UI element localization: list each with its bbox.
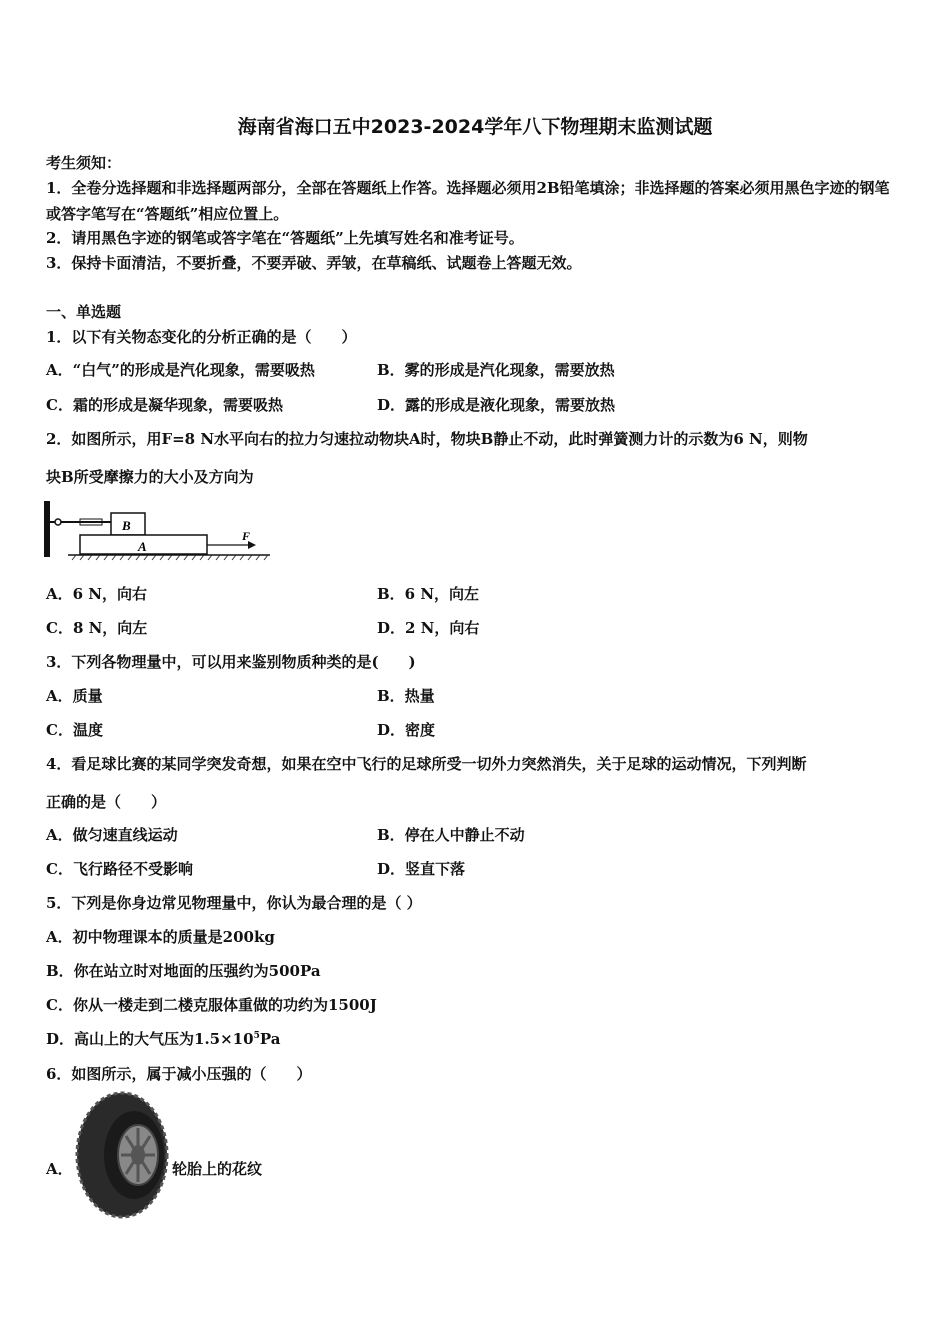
q4-option-a: A．做匀速直线运动 [46,826,178,844]
q2-option-b: B．6 N，向左 [377,585,480,603]
q1-option-a: A．“白气”的形成是汽化现象，需要吸热 [46,361,315,379]
q1-option-b: B．雾的形成是汽化现象，需要放热 [377,361,615,379]
notice-item-1: 1．全卷分选择题和非选择题两部分，全部在答题纸上作答。选择题必须用2B铅笔填涂；非选择题的答案必须用黑色字迹的钢笔或答字笔写在“答题纸”相应位置上。 [46,179,890,223]
q2-option-a: A．6 N，向右 [46,585,148,603]
force-label: F [242,529,251,543]
q6-stem: 6．如图所示，属于减小压强的（ ） [46,1065,312,1083]
q5-option-b: B．你在站立时对地面的压强约为500Pa [46,962,321,980]
q5-option-a: A．初中物理课本的质量是200kg [46,928,275,946]
q6-option-a-text: 轮胎上的花纹 [172,1160,263,1178]
q4-option-c: C．飞行路径不受影响 [46,860,193,878]
q4-stem-line1: 4．看足球比赛的某同学突发奇想，如果在空中飞行的足球所受一切外力突然消失，关于足球的运动情况，下列判断 [46,755,807,773]
q1-stem: 1．以下有关物态变化的分析正确的是（ ） [46,328,357,346]
q3-option-d: D．密度 [377,721,436,739]
q3-option-b: B．热量 [377,687,435,705]
block-b-label: B [122,518,131,533]
q2-option-d: D．2 N，向右 [377,619,480,637]
notice-item-2: 2．请用黑色字迹的钢笔或答字笔在“答题纸”上先填写姓名和准考证号。 [46,229,524,247]
q2-stem-line1: 2．如图所示，用F=8 N水平向右的拉力匀速拉动物块A时，物块B静止不动，此时弹簧测力计的示数为6 N，则物 [46,430,808,448]
q2-spring-scale-diagram [40,495,280,565]
notice-item-3: 3．保持卡面清洁，不要折叠，不要弄破、弄皱，在草稿纸、试题卷上答题无效。 [46,254,582,272]
q1-option-c: C．霜的形成是凝华现象，需要吸热 [46,396,283,414]
tire-image [72,1090,172,1220]
q6-option-a-label: A． [46,1160,73,1178]
q5-option-d: D．高山上的大气压为$1.5\times 10^5Pa$ [46,1030,281,1048]
q1-option-d: D．露的形成是液化现象，需要放热 [377,396,616,414]
wall [44,501,50,557]
q5-stem: 5．下列是你身边常见物理量中，你认为最合理的是（ ） [46,894,422,912]
q2-option-c: C．8 N，向左 [46,619,148,637]
q3-stem: 3．下列各物理量中，可以用来鉴别物质种类的是( ) [46,653,416,671]
q4-option-b: B．停在人中静止不动 [377,826,525,844]
section-heading: 一、单选题 [46,303,122,321]
notice-heading: 考生须知： [46,154,122,172]
q2-stem-line2: 块B所受摩擦力的大小及方向为 [46,468,254,486]
page-title: 海南省海口五中2023-2024学年八下物理期末监测试题 [237,116,713,138]
q4-stem-line2: 正确的是（ ） [46,793,167,811]
q3-option-a: A．质量 [46,687,103,705]
q3-option-c: C．温度 [46,721,103,739]
q4-option-d: D．竖直下落 [377,860,466,878]
block-a-label: A [138,539,147,554]
q5-option-c: C．你从一楼走到二楼克服体重做的功约为1500J [46,996,377,1014]
